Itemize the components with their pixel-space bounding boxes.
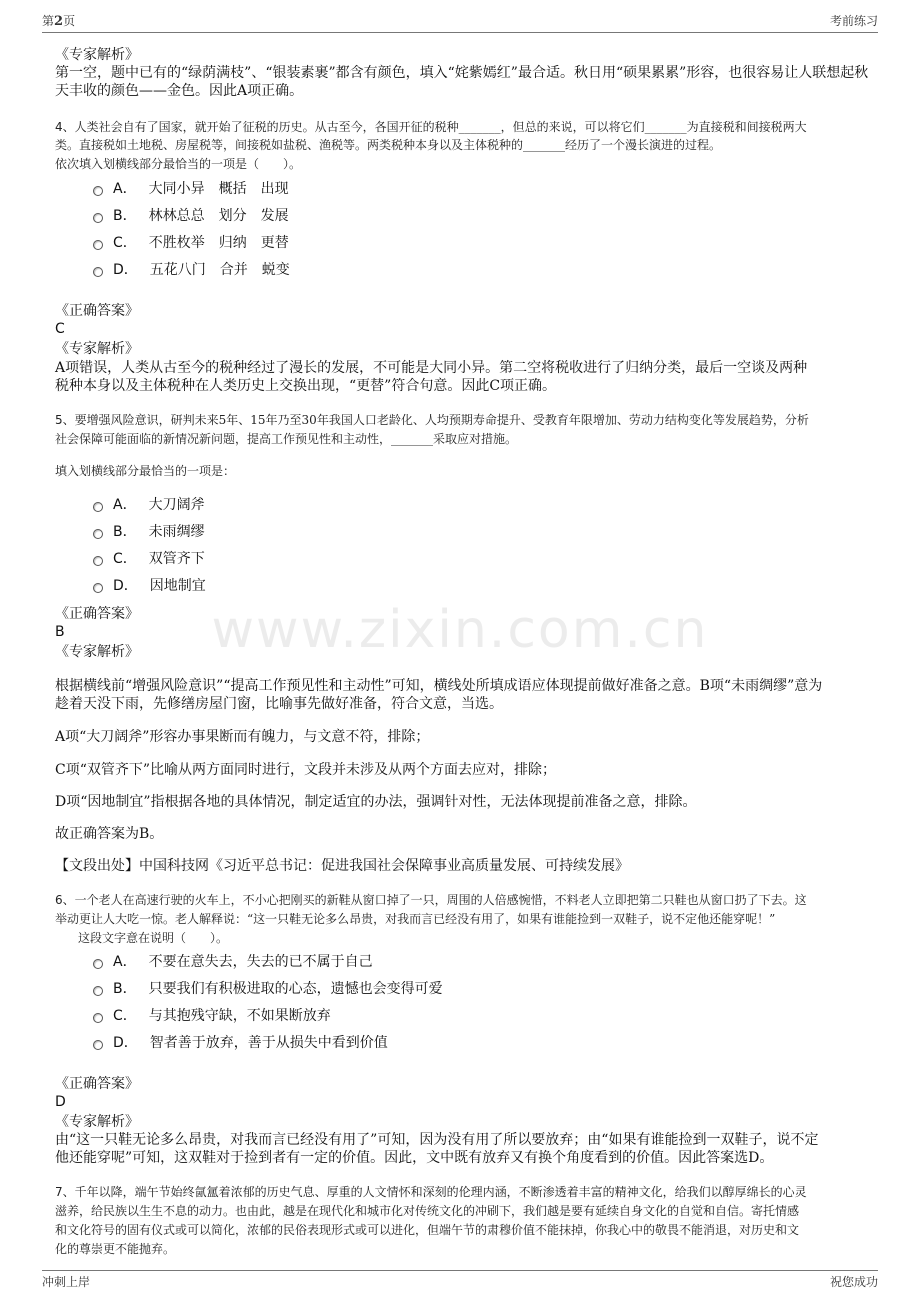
q5-analysis: 根据横线前“增强风险意识”“提高工作预见性和主动性”可知，横线处所填成语应体现提前做好准备之意。B项“未雨绸缪”意为: [55, 678, 823, 694]
question-4-prompt: 依次填入划横线部分最恰当的一项是（ ）。: [55, 157, 302, 171]
answer-label: 《正确答案》: [55, 1076, 139, 1092]
q4-analysis: A项错误，人类从古至今的税种经过了漫长的发展，不可能是大同小异。第二空将税收进行了归纳分类，最后一空谈及两种: [55, 360, 808, 376]
analysis-label: 《专家解析》: [55, 47, 139, 63]
radio-icon[interactable]: [93, 556, 103, 566]
q6-option-b[interactable]: B． 只要我们有积极进取的心态，遗憾也会变得可爱: [93, 980, 443, 998]
q4-option-c[interactable]: C． 不胜枚举 归纳 更替: [93, 234, 289, 252]
question-4-stem-line2: 类。直接税如土地税、房屋税等，间接税如盐税、渔税等。两类税种本身以及主体税种的_______经历了一个漫长演进的过程。: [55, 138, 722, 152]
question-5-stem-line2: 社会保障可能面临的新情况新问题，提高工作预见性和主动性，_______采取应对措施。: [55, 432, 518, 446]
q4-option-a[interactable]: A． 大同小异 概括 出现: [93, 180, 289, 198]
question-6-prompt: 这段文字意在说明（ ）。: [78, 931, 229, 945]
analysis-label: 《专家解析》: [55, 1114, 139, 1130]
q5-conclusion: 故正确答案为B。: [55, 826, 164, 842]
watermark: www.zixin.com.cn: [211, 600, 709, 660]
question-7-stem-line2: 滋养，给民族以生生不息的动力。也由此，越是在现代化和城市化对传统文化的冲刷下，我们越是要有延续自身文化的自觉和自信。寄托情感: [55, 1204, 800, 1218]
q5-analysis-line2: 趁着天没下雨，先修缮房屋门窗，比喻事先做好准备，符合文意，当选。: [55, 696, 503, 712]
analysis-label: 《专家解析》: [55, 644, 139, 660]
q5-option-a[interactable]: A． 大刀阔斧: [93, 496, 205, 514]
radio-icon[interactable]: [93, 186, 103, 196]
q4-analysis-line2: 税种本身以及主体税种在人类历史上交换出现，“更替”符合句意。因此C项正确。: [55, 378, 557, 394]
footer-left-text: 冲刺上岸: [42, 1275, 91, 1289]
q5-option-d[interactable]: D． 因地制宜: [93, 577, 206, 595]
q5-analysis-option-d: D项“因地制宜”指根据各地的具体情况，制定适宜的办法，强调针对性，无法体现提前准备之意，排除。: [55, 794, 697, 810]
question-7-stem-line3: 和文化符号的固有仪式或可以简化，浓郁的民俗表现形式或可以进化，但端午节的肃穆价值不能抹掉，你我心中的敬畏不能消退，对历史和文: [55, 1223, 800, 1237]
q5-option-b[interactable]: B． 未雨绸缪: [93, 523, 205, 541]
radio-icon[interactable]: [93, 583, 103, 593]
page-header: [42, 12, 878, 33]
page-number: 第2页: [42, 14, 76, 29]
radio-icon[interactable]: [93, 1040, 103, 1050]
q4-option-b[interactable]: B． 林林总总 划分 发展: [93, 207, 289, 225]
q5-option-c[interactable]: C． 双管齐下: [93, 550, 205, 568]
question-5-prompt: 填入划横线部分最恰当的一项是：: [55, 464, 236, 478]
radio-icon[interactable]: [93, 240, 103, 250]
q6-analysis: 由“这一只鞋无论多么昂贵，对我而言已经没有用了”可知，因为没有用了所以要放弃；由“如果有谁能捡到一双鞋子，说不定: [55, 1132, 819, 1148]
q6-analysis-line2: 他还能穿呢”可知，这双鞋对于捡到者有一定的价值。因此，文中既有放弃又有换个角度看到的价值。因此答案选D。: [55, 1150, 774, 1166]
answer-label: 《正确答案》: [55, 303, 139, 319]
q5-answer: B: [55, 624, 65, 640]
q4-option-d[interactable]: D． 五花八门 合并 蜕变: [93, 261, 290, 279]
radio-icon[interactable]: [93, 529, 103, 539]
question-7-stem: 7、千年以降，端午节始终氤氲着浓郁的历史气息、厚重的人文情怀和深刻的伦理内涵，不断渗透着丰富的精神文化，给我们以醇厚绵长的心灵: [55, 1185, 807, 1199]
radio-icon[interactable]: [93, 986, 103, 996]
q6-option-d[interactable]: D． 智者善于放弃，善于从损失中看到价值: [93, 1034, 388, 1052]
radio-icon[interactable]: [93, 502, 103, 512]
question-4-stem: 4、人类社会自有了国家，就开始了征税的历史。从古至今，各国开征的税种_______，但总的来说，可以将它们_______为直接税和间接税两大: [55, 120, 807, 134]
q5-analysis-option-c: C项“双管齐下”比喻从两方面同时进行，文段并未涉及从两个方面去应对，排除；: [55, 762, 557, 778]
q6-option-c[interactable]: C． 与其抱残守缺，不如果断放弃: [93, 1007, 331, 1025]
analysis-label: 《专家解析》: [55, 341, 139, 357]
q5-source: 【文段出处】中国科技网《习近平总书记：促进我国社会保障事业高质量发展、可持续发展》: [55, 858, 629, 874]
radio-icon[interactable]: [93, 1013, 103, 1023]
radio-icon[interactable]: [93, 267, 103, 277]
radio-icon[interactable]: [93, 213, 103, 223]
footer-right-text: 祝您成功: [829, 1275, 878, 1289]
question-6-stem-line2: 举动更让人大吃一惊。老人解释说：“这一只鞋无论多么昂贵，对我而言已经没有用了，如果有谁能捡到一双鞋子，说不定他还能穿呢！”: [55, 912, 776, 926]
analysis-text: 第一空，题中已有的“绿荫满枝”、“银装素裹”都含有颜色，填入“姹紫嫣红”最合适。秋日用“硕果累累”形容，也很容易让人联想起秋天丰收的颜色——金色。因此A项正确。: [55, 65, 869, 99]
q6-option-a[interactable]: A． 不要在意失去，失去的已不属于自己: [93, 953, 373, 971]
question-5-stem: 5、要增强风险意识，研判未来5年、15年乃至30年我国人口老龄化、人均预期寿命提升、受教育年限增加、劳动力结构变化等发展趋势，分析: [55, 413, 809, 427]
q6-answer: D: [55, 1094, 66, 1110]
radio-icon[interactable]: [93, 959, 103, 969]
header-right-text: 考前练习: [829, 14, 878, 28]
question-6-stem: 6、一个老人在高速行驶的火车上，不小心把刚买的新鞋从窗口掉了一只，周围的人倍感惋惜，不料老人立即把第二只鞋也从窗口扔了下去。这: [55, 893, 807, 907]
page-footer: [42, 1270, 878, 1295]
q4-answer: C: [55, 321, 65, 337]
question-7-stem-line4: 化的尊崇更不能抛弃。: [55, 1242, 176, 1256]
answer-label: 《正确答案》: [55, 606, 139, 622]
q5-analysis-option-a: A项“大刀阔斧”形容办事果断而有魄力，与文意不符，排除；: [55, 729, 430, 745]
